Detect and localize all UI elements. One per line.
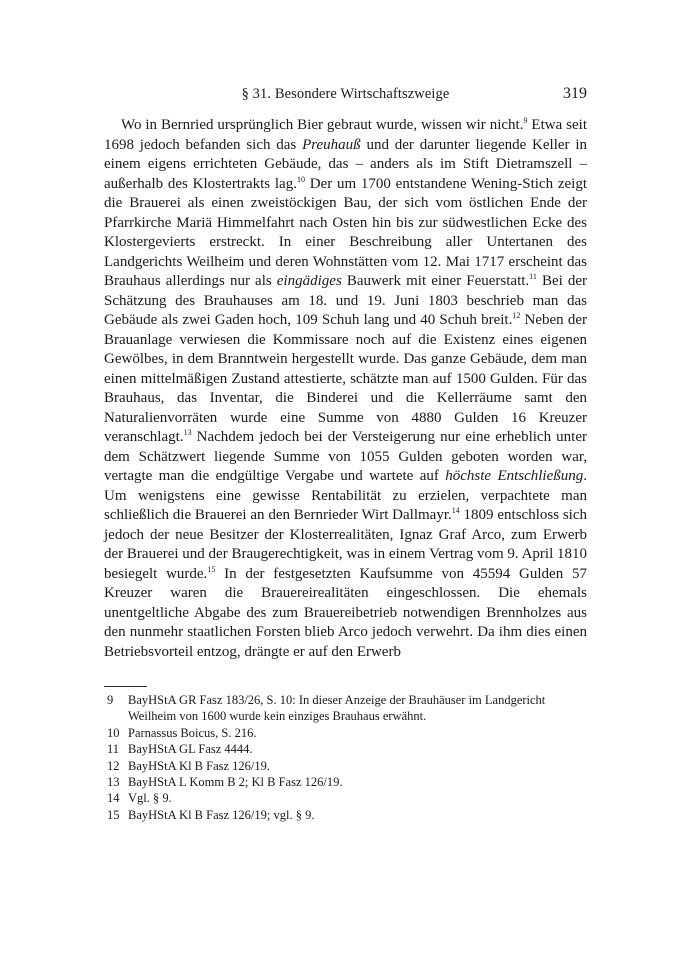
quoted-term: eingädiges xyxy=(276,273,342,289)
page-number: 319 xyxy=(563,85,587,102)
footnote-ref-14[interactable]: 14 xyxy=(451,506,460,515)
text-run: und der darunter liegende Keller in einem eigens errichteten Gebäude, das – anders als im Stift Dietramszell – außerhalb des Klostertrakts lag. xyxy=(104,136,587,192)
footnote-text: Vgl. § 9. xyxy=(128,791,172,806)
footnote-ref-13[interactable]: 13 xyxy=(183,428,192,437)
footnote xyxy=(104,807,587,823)
quoted-term: höchste Entschließung xyxy=(445,468,584,484)
footnote-number: 15 xyxy=(107,807,120,822)
footnote-ref-12[interactable]: 12 xyxy=(512,311,521,320)
footnote xyxy=(104,758,587,774)
footnote-text: BayHStA Kl B Fasz 126/19; vgl. § 9. xyxy=(128,807,315,822)
text-run: Wo in Bernried ursprünglich Bier gebraut wurde, wissen wir nicht. xyxy=(121,117,524,133)
footnote-text: BayHStA GL Fasz 4444. xyxy=(128,742,253,757)
footnote-number: 12 xyxy=(107,758,120,773)
footnote-ref-15[interactable]: 15 xyxy=(207,564,216,574)
main-text xyxy=(104,116,587,662)
footnote-number: 9 xyxy=(107,693,114,707)
text-run: In der festgesetzten Kaufsumme von 45594 Gulden 57 Kreuzer waren die Brauereirealitäten eingeschlossen. Die ehemals unentgeltliche Abgabe des zum Brauereibetrieb notwendigen Brennholzes aus den nunmehr staatlichen Forsten blieb Arco jedoch verwehrt. Da ihm dies einen Betriebsvorteil entzog, drängte er auf den Erwerb xyxy=(104,565,587,660)
footnote-ref-11[interactable]: 11 xyxy=(529,272,537,281)
footnote-text: BayHStA L Komm B 2; Kl B Fasz 126/19. xyxy=(128,775,343,790)
footnote xyxy=(104,692,587,725)
text-run: Bauwerk mit einer Feuerstatt. xyxy=(341,273,530,289)
footnote-text: Parnassus Boicus, S. 216. xyxy=(128,725,257,740)
footnote xyxy=(104,774,587,790)
text-run: Etwa seit 1698 jedoch befanden sich das xyxy=(104,117,587,153)
text-run: 1809 entschloss sich jedoch der neue Besitzer der Klosterrealitäten, Ignaz Graf Arco, zum Erwerb der Brauerei und der Braugerechtigkeit, was in einem Vertrag vom 9. April 1810 besiegelt wurde. xyxy=(104,507,588,582)
text-run: Neben der Brauanlage verwiesen die Kommissare noch auf die Existenz eines eigenen Gewölbes, in dem Branntwein hergestellt wurde. Das ganze Gebäude, dem man einen mittelmäßigen Zustand attestierte, schätzte man auf 1500 Gulden. Für das Brauhaus, das Inventar, die Binderei und die Kellerräume samt den Naturalienvorräten wurde eine Summe von 4880 Gulden 16 Kreuzer veranschlagt. xyxy=(104,312,587,445)
footnote-ref-9[interactable]: 9 xyxy=(523,116,528,125)
footnote-separator xyxy=(104,686,147,687)
text-run: Nachdem jedoch bei der Versteigerung nur eine erheblich unter dem Schätzwert liegende Summe von 1055 Gulden geboten worden war, vertagte man die endgültige Vergabe und wartete auf xyxy=(104,429,587,484)
footnotes xyxy=(104,692,587,823)
text-run: Bei der Schätzung des Brauhauses am 18. und 19. Juni 1803 beschrieb man das Gebäude als zwei Gaden hoch, 109 Schuh lang und 40 Schuh breit. xyxy=(104,273,588,328)
paragraph xyxy=(104,116,587,662)
text-run: . Um wenigstens eine gewisse Rentabilität zu erzielen, verpachtete man schließlich die Brauerei an den Bernrieder Wirt Dallmayr. xyxy=(104,468,588,523)
footnote-number: 10 xyxy=(107,725,120,740)
footnote xyxy=(104,741,587,757)
footnote-text: BayHStA Kl B Fasz 126/19. xyxy=(128,758,271,773)
footnote xyxy=(104,790,587,806)
text-run: Der um 1700 entstandene Wening-Stich zeigt die Brauerei als einen zweistöckigen Bau, der sich vom östlichen Ende der Pfarrkirche Mariä Himmelfahrt nach Osten hin bis zur südwestlichen Ecke des Klostergevierts erstreckt. In einer Beschreibung aller Untertanen des Landgerichts Weilheim und deren Wohnstätten vom 12. Mai 1717 erscheint das Brauhaus allerdings nur als xyxy=(104,175,587,289)
footnote-text: BayHStA GR Fasz 183/26, S. 10: In dieser Anzeige der Brauhäuser im Landgericht Weilheim von 1600 wurde kein einziges Brauhaus erwähnt. xyxy=(128,693,546,724)
quoted-term: Preuhauß xyxy=(302,136,361,153)
running-title: § 31. Besondere Wirtschaftszweige xyxy=(241,86,450,102)
footnote xyxy=(104,725,587,741)
footnote-number: 13 xyxy=(107,775,120,790)
footnote-number: 14 xyxy=(107,791,120,806)
running-header xyxy=(104,86,587,106)
footnote-number: 11 xyxy=(107,742,120,757)
footnote-ref-10[interactable]: 10 xyxy=(296,174,305,184)
